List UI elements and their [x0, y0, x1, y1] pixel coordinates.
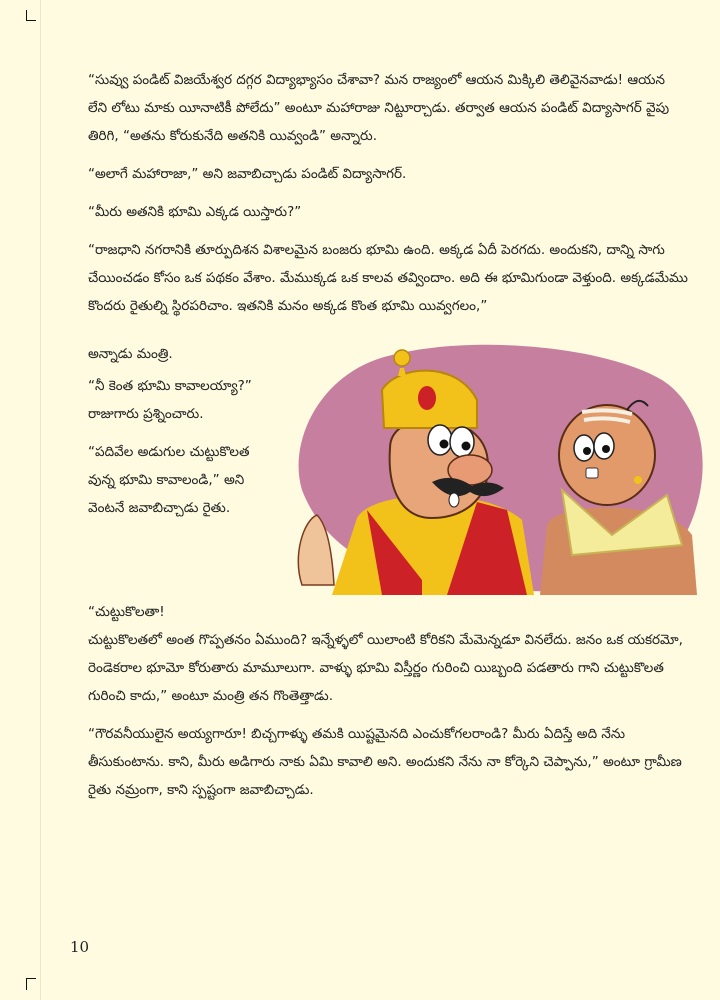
paragraph: “సువ్వు పండిట్ విజయేశ్వర దగ్గర విద్యాభ్యాసం చేశావా? మన రాజ్యంలో ఆయన మిక్కిలి తెలివైనవాడు! ఆయన లేని లోటు మాకు యీనాటికీ పోలేదు” అంటూ మహారాజు నిట్టూర్చాడు. తర్వాత ఆయన పండిట్ విద్యాసాగర్ వైపు తిరిగి, “అతను కోరుకునేది అతనికి యివ్వండి” అన్నారు. [88, 72, 670, 144]
paragraph: చుట్టుకొలతలో అంత గొప్పతనం ఏముంది? ఇన్నేళ్ళలో యిలాంటి కోరికని మేమెన్నడూ వినలేదు. జనం ఒక యకరమో, రెండెకరాల భూమో కోరుతారు మామూలుగా. వాళ్ళు భూమి విస్తీర్ణం గురించి యిబ్బంది పడతారు గాని చుట్టుకొలత గురించి కాదు,” అంటూ మంత్రి తన గొంతెత్తాడు. [88, 632, 683, 704]
paragraph: “రాజధాని నగరానికి తూర్పుదిశన విశాలమైన బంజరు భూమి ఉంది. అక్కడ ఏదీ పెరగదు. అందుకని, దాన్ని సాగు చేయించడం కోసం ఒక పథకం వేశాం. మేముక్కడ ఒక కాలవ తవ్విందాం. అది ఈ భూమిగుండా వెళ్తుంది. అక్కడమేము కొందరు రైతుల్ని స్థిరపరిచాం. ఇతనికి మనం అక్కడ కొంత భూమి యివ్వగలం,” [88, 242, 688, 314]
crop-mark-bottom [26, 978, 36, 979]
paragraph: “అలాగే మహారాజా,” అని జవాబిచ్చాడు పండిట్ విద్యాసాగర్. [88, 166, 407, 182]
paragraph: “చుట్టుకొలతా! [88, 604, 165, 620]
page-edge-line [40, 0, 41, 1000]
page-number: 10 [70, 938, 90, 956]
paragraph: “నీ కెంత భూమి కావాలయ్యా?” రాజుగారు ప్రశ్నించారు. [88, 378, 252, 422]
crop-mark-top [26, 20, 36, 21]
paragraph: “మీరు అతనికి భూమి ఎక్కడ యిస్తారు?” [88, 204, 302, 220]
crop-mark-bottom [26, 978, 27, 990]
story-text-top [88, 66, 688, 320]
story-text-bottom [88, 598, 688, 814]
paragraph: “పదివేల అడుగుల చుట్టుకొలత వున్న భూమి కావాలండి,” అని వెంటనే జవాబిచ్చాడు రైతు. [88, 444, 250, 516]
paragraph: “గౌరవనీయులైన అయ్యగారూ! బిచ్చగాళ్ళు తమకి యిష్టమైనది ఎంచుకోగలరాండి? మీరు ఏదిస్తే అది నేను తీసుకుంటాను. కాని, మీరు అడిగారు నాకు ఏమి కావాలి అని. అందుకని నేను నా కోర్కెని చెప్పాను,” అంటూ గ్రామీణ రైతు నమ్రంగా, కాని స్పష్టంగా జవాబిచ్చాడు. [88, 726, 682, 798]
paragraph: అన్నాడు మంత్రి. [88, 346, 173, 362]
king-and-farmer-illustration [272, 330, 712, 600]
crop-mark-top [26, 10, 27, 20]
story-text-left-column [88, 340, 258, 532]
